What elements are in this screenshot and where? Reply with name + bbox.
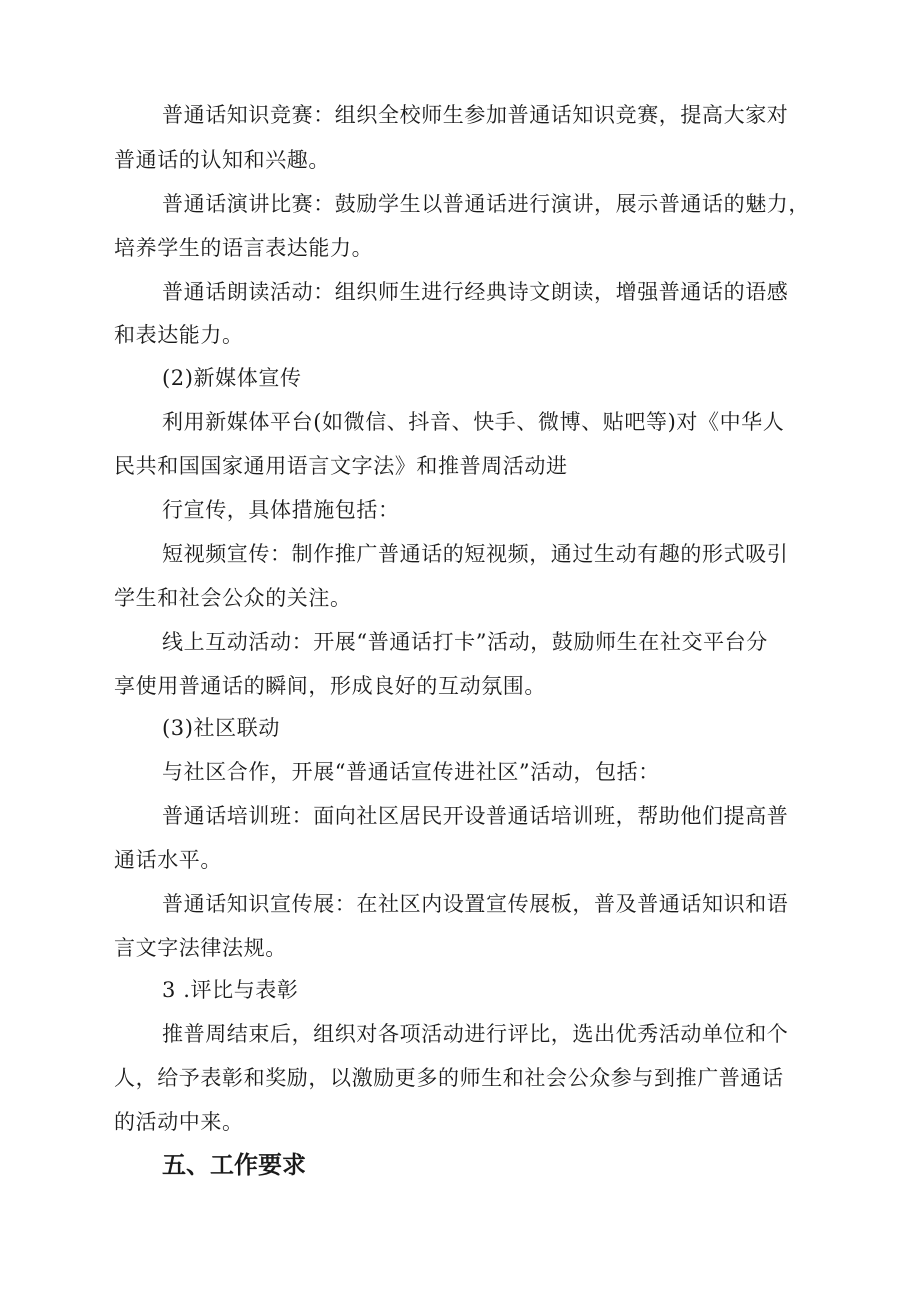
- paragraph-line: 学生和社会公众的关注。: [114, 586, 352, 610]
- paragraph-line: 培养学生的语言表达能力。: [114, 236, 374, 260]
- paragraph-line: 普通话知识竞赛：组织全校师生参加普通话知识竞赛，提高大家对: [162, 103, 789, 127]
- paragraph-line: 的活动中来。: [114, 1110, 244, 1134]
- paragraph-line: 民共和国国家通用语言文字法》和推普周活动进: [114, 454, 568, 478]
- paragraph-line: 普通话演讲比赛：鼓励学生以普通话进行演讲，展示普通话的魅力，: [162, 192, 810, 216]
- paragraph-line: 短视频宣传：制作推广普通话的短视频，通过生动有趣的形式吸引: [162, 542, 789, 566]
- subsection-title: (2)新媒体宣传: [162, 366, 302, 390]
- paragraph-line: 普通话的认知和兴趣。: [114, 148, 330, 172]
- paragraph-line: 行宣传，具体措施包括：: [162, 498, 400, 522]
- paragraph-line: 人，给予表彰和奖励，以激励更多的师生和社会公众参与到推广普通话: [114, 1066, 784, 1090]
- paragraph-line: 普通话朗读活动：组织师生进行经典诗文朗读，增强普通话的语感: [162, 280, 789, 304]
- paragraph-line: 推普周结束后，组织对各项活动进行评比，选出优秀活动单位和个: [162, 1022, 789, 1046]
- paragraph-line: 享使用普通话的瞬间，形成良好的互动氛围。: [114, 674, 546, 698]
- subsection-title: 3 .评比与表彰: [162, 978, 299, 1002]
- paragraph-line: 普通话知识宣传展：在社区内设置宣传展板，普及普通话知识和语: [162, 892, 789, 916]
- paragraph-line: 利用新媒体平台(如微信、抖音、快手、微博、贴吧等)对《中华人: [162, 410, 785, 434]
- section-heading: 五、工作要求: [162, 1151, 306, 1179]
- paragraph-line: 线上互动活动：开展“普通话打卡”活动，鼓励师生在社交平台分: [162, 630, 768, 654]
- paragraph-line: 普通话培训班：面向社区居民开设普通话培训班，帮助他们提高普: [162, 804, 789, 828]
- paragraph-line: 和表达能力。: [114, 323, 244, 347]
- paragraph-line: 通话水平。: [114, 848, 222, 872]
- paragraph-line: 与社区合作，开展“普通话宣传进社区”活动，包括：: [162, 760, 660, 784]
- paragraph-line: 言文字法律法规。: [114, 936, 287, 960]
- subsection-title: (3)社区联动: [162, 716, 280, 740]
